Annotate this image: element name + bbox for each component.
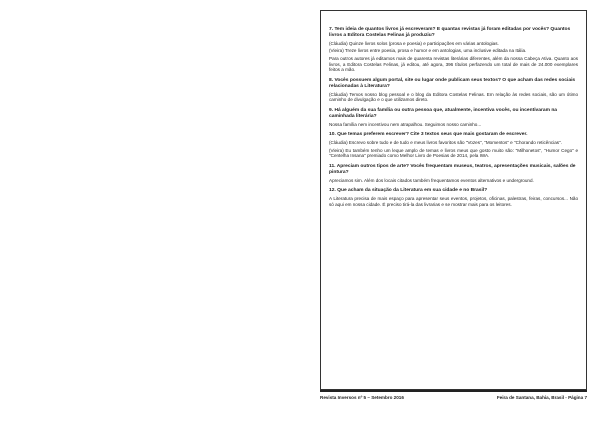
interview-question: 9. Há alguém da sua família ou outra pessoa que, atualmente, incentiva vocês, ou incentivaram na caminhada literária? bbox=[329, 107, 558, 119]
interview-question: 11. Apreciam outros tipos de arte? Vocês frequentam museus, teatros, apresentações musicais, salões de pintura? bbox=[329, 163, 576, 175]
interview-answer: (Cláudia) Escrevo sobre tudo e de tudo e meus livros favoritos são "Vozes", "Momentos" e "Chorando reticências". bbox=[329, 140, 562, 146]
interview-answer: Nossa família nem incentivou nem atrapalhou. Seguimos nosso caminho... bbox=[329, 121, 482, 127]
interview-question: 10. Que temas preferem escrever? Cite 3 textos seus que mais gostaram de escrever. bbox=[329, 132, 528, 138]
interview-text-frame bbox=[320, 10, 587, 390]
interview-answer: (Cláudia) Quinze livros solos (prosa e poesia) e participações em várias antologias. bbox=[329, 40, 499, 46]
footer-location-page: Feira de Santana, Bahia, Brasil - Página 7 bbox=[496, 395, 587, 400]
interview-question: 12. Que acham da situação da Literatura em sua cidade e no Brasil? bbox=[329, 188, 488, 194]
interview-answer: A Literatura precisa de mais espaço para apresentar seus eventos, projetos, oficinas, palestras, feiras, concursos... Não só aqui em nossa cidade. É preciso tirá-la das livrarias e se mostrar mais para os leitores. bbox=[329, 196, 578, 207]
page-footer bbox=[320, 390, 587, 400]
interview-answer: (Vieira) Eu também tenho um leque amplo de temas e livros meus que gosto muito são: "Milhonetos", "Humor Cego" e "Centelha Insana" premiado como Melhor Livro de Poesias de 2014, pela IWA. bbox=[329, 147, 578, 159]
interview-answer: Para outros autores já editamos mais de quarenta revistas literárias diferentes, além da nossa Cabeça Ativa. Quanto aos livros, a Editora Costelas Felinas, já editou, até agora, 396 títulos perfazendo um total de mais de 24.000 exemplares feitos a mão. bbox=[329, 56, 578, 73]
interview-answer: (Vieira) Treze livros entre poesia, prosa e humor e em antologias, uma inclusive editada na Itália. bbox=[329, 48, 527, 54]
interview-question: 7. Tem ideia de quantos livros já escreveram? E quantas revistas já foram editadas por vocês? Quantos livros a Editora Costelas Felinas já produziu? bbox=[329, 27, 571, 38]
footer-issue: Revista Inversos nº 5 – Setembro 2016 bbox=[320, 395, 404, 400]
interview-question: 8. Vocês possuem algum portal, site ou lugar onde publicam seus textos? O que acham das redes sociais relacionadas à Literatura? bbox=[329, 77, 576, 89]
interview-answer: (Cláudia) Temos nosso blog pessoal e o blog da Editora Costelas Felinas. Em relação às redes sociais, são um ótimo caminho de divulgação e o que utilizamos direto. bbox=[329, 91, 578, 103]
interview-answer: Apreciamos sim. Além dos locais citados também frequentamos eventos alternativos e underground. bbox=[329, 177, 534, 183]
